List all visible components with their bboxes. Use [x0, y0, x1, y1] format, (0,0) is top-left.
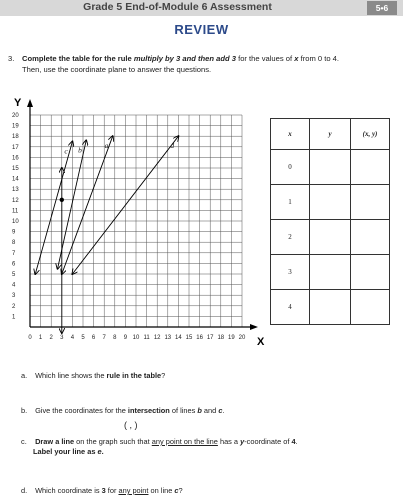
y-tick-label: 6	[12, 261, 16, 268]
question-d-underline: any point	[118, 486, 149, 495]
question-b-text: Give the coordinates for the	[35, 406, 128, 415]
pair-cell[interactable]	[351, 185, 390, 220]
x-axis-label: X	[257, 336, 265, 348]
x-cell: 3	[271, 255, 310, 290]
y-tick-label: 12	[12, 197, 19, 204]
question-c-line2: your line as	[52, 447, 98, 456]
question-b-var1: b	[197, 406, 202, 415]
y-tick-label: 16	[12, 155, 19, 162]
question-b-label: b.	[21, 406, 28, 415]
rule-part1: multiply by 3	[133, 54, 181, 63]
y-tick-label: 14	[12, 176, 19, 183]
y-tick-label: 17	[12, 144, 19, 151]
x-tick-label: 8	[113, 335, 117, 341]
x-tick-label: 13	[164, 335, 172, 341]
x-cell: 4	[271, 290, 310, 325]
question-d-post: on line	[148, 486, 175, 495]
y-tick-label: 9	[12, 229, 16, 236]
y-tick-label: 2	[12, 303, 16, 310]
question-c-underline: any point on the line	[151, 437, 218, 446]
question-b-and: and	[201, 406, 219, 415]
question-c-bold: Draw a line	[35, 437, 75, 446]
intro-mid: for the rule	[89, 54, 134, 63]
x-tick-label: 3	[60, 335, 64, 341]
rule-part2: then add 3	[197, 54, 236, 63]
line-c-label: c	[64, 146, 68, 156]
x-tick-label: 14	[175, 335, 182, 341]
question-c-line-var: e	[97, 447, 102, 456]
x-tick-label: 5	[81, 335, 85, 341]
var-x: x	[294, 54, 299, 63]
question-a	[21, 371, 391, 381]
question-d-text: Which coordinate is	[35, 486, 102, 495]
pair-cell[interactable]	[351, 290, 390, 325]
intro-rest: for the values of	[235, 54, 295, 63]
table-row	[271, 185, 390, 220]
coordinate-answer-blank[interactable]: ( , )	[124, 420, 138, 430]
question-c-mid: on the graph such that	[74, 437, 152, 446]
x-tick-label: 20	[238, 335, 246, 341]
line-a-label: a	[104, 141, 109, 151]
x-cell: 0	[271, 150, 310, 185]
intro-bold: Complete the table	[22, 54, 90, 63]
intro-line2: Then, use the coordinate plane to answer the questions.	[22, 65, 212, 74]
y-cell[interactable]	[310, 220, 351, 255]
line-d-label: d	[170, 141, 175, 151]
x-cell: 2	[271, 220, 310, 255]
question-c-mid2: has a	[217, 437, 241, 446]
question-d	[21, 486, 391, 496]
line-b-label: b	[78, 145, 82, 155]
table-row	[271, 220, 390, 255]
problem-number: 3.	[8, 54, 15, 63]
y-cell[interactable]	[310, 255, 351, 290]
x-tick-label: 6	[91, 335, 96, 341]
module-badge: 5•6	[367, 1, 397, 15]
y-cell[interactable]	[310, 290, 351, 325]
x-tick-label: 10	[132, 335, 140, 341]
question-a-end: ?	[161, 371, 166, 380]
question-c-label: c.	[21, 437, 27, 446]
x-tick-label: 15	[185, 335, 193, 341]
table-row	[271, 150, 390, 185]
y-cell[interactable]	[310, 185, 351, 220]
y-tick-label: 3	[12, 293, 16, 300]
question-b-mid: of lines	[169, 406, 198, 415]
x-tick-label: 0	[28, 335, 32, 341]
problem-body	[22, 53, 392, 75]
x-tick-label: 7	[102, 335, 106, 341]
y-axis-arrow-icon	[27, 99, 33, 107]
x-tick-label: 19	[228, 335, 235, 341]
table-row	[271, 290, 390, 325]
table-row	[271, 255, 390, 290]
x-cell: 1	[271, 185, 310, 220]
y-axis-label: Y	[14, 97, 22, 109]
y-tick-label: 10	[12, 219, 19, 225]
x-tick-label: 16	[196, 335, 203, 341]
question-a-text: Which line shows the	[35, 371, 107, 380]
x-tick-label: 4	[70, 335, 75, 341]
question-d-bold: 3	[101, 486, 106, 495]
line-a	[62, 136, 113, 274]
pair-cell[interactable]	[351, 255, 390, 290]
pair-cell[interactable]	[351, 220, 390, 255]
question-c-post: -coordinate of	[244, 437, 292, 446]
x-tick-label: 18	[217, 335, 225, 341]
question-b-end: .	[222, 406, 225, 415]
tick-labels	[12, 113, 246, 341]
question-d-mid: for	[105, 486, 119, 495]
line-c	[35, 142, 72, 275]
pair-cell[interactable]	[351, 150, 390, 185]
question-b	[21, 406, 391, 416]
intro-end: from 0 to 4.	[298, 54, 339, 63]
y-tick-label: 15	[12, 166, 19, 172]
x-tick-label: 2	[49, 335, 53, 341]
assessment-title: Grade 5 End-of-Module 6 Assessment	[83, 1, 272, 13]
y-tick-label: 13	[12, 187, 19, 194]
y-tick-label: 18	[12, 134, 19, 141]
rule-and: and	[180, 54, 198, 63]
x-tick-label: 11	[143, 335, 150, 341]
question-d-label: d.	[21, 486, 28, 495]
xy-table	[270, 118, 390, 325]
y-tick-label: 4	[12, 282, 16, 289]
y-tick-label: 19	[12, 123, 19, 130]
question-b-bold: intersection	[127, 406, 170, 415]
y-tick-label: 20	[12, 113, 19, 119]
table-header-pair: (x, y)	[351, 119, 390, 150]
question-c-label-word: Label	[33, 447, 53, 456]
y-tick-label: 11	[12, 208, 19, 215]
y-tick-label: 8	[12, 240, 16, 247]
x-tick-label: 17	[206, 335, 214, 341]
x-axis-arrow-icon	[250, 324, 258, 330]
question-c	[21, 437, 391, 457]
question-c-period: .	[295, 437, 298, 446]
question-c-line2-end: .	[101, 447, 104, 456]
question-c-value: 4	[291, 437, 296, 446]
y-tick-label: 1	[12, 314, 16, 321]
y-tick-label: 7	[12, 250, 16, 257]
question-a-label: a.	[21, 371, 28, 380]
plotted-lines	[35, 136, 178, 333]
x-tick-label: 12	[153, 335, 161, 341]
question-c-var: y	[240, 437, 245, 446]
intersection-point	[60, 198, 64, 202]
x-tick-label: 9	[123, 335, 128, 341]
page-heading: REVIEW	[174, 22, 229, 37]
question-a-bold: rule in the table	[106, 371, 162, 380]
y-tick-label: 5	[12, 272, 16, 278]
table-header-y: y	[310, 119, 351, 150]
question-b-var2: c	[218, 406, 223, 415]
x-tick-label: 1	[38, 335, 43, 341]
header-bar	[0, 0, 403, 16]
question-d-var: c	[174, 486, 179, 495]
table-header-x: x	[271, 119, 310, 150]
coordinate-plane[interactable]	[0, 93, 290, 358]
question-d-end: ?	[178, 486, 183, 495]
y-cell[interactable]	[310, 150, 351, 185]
